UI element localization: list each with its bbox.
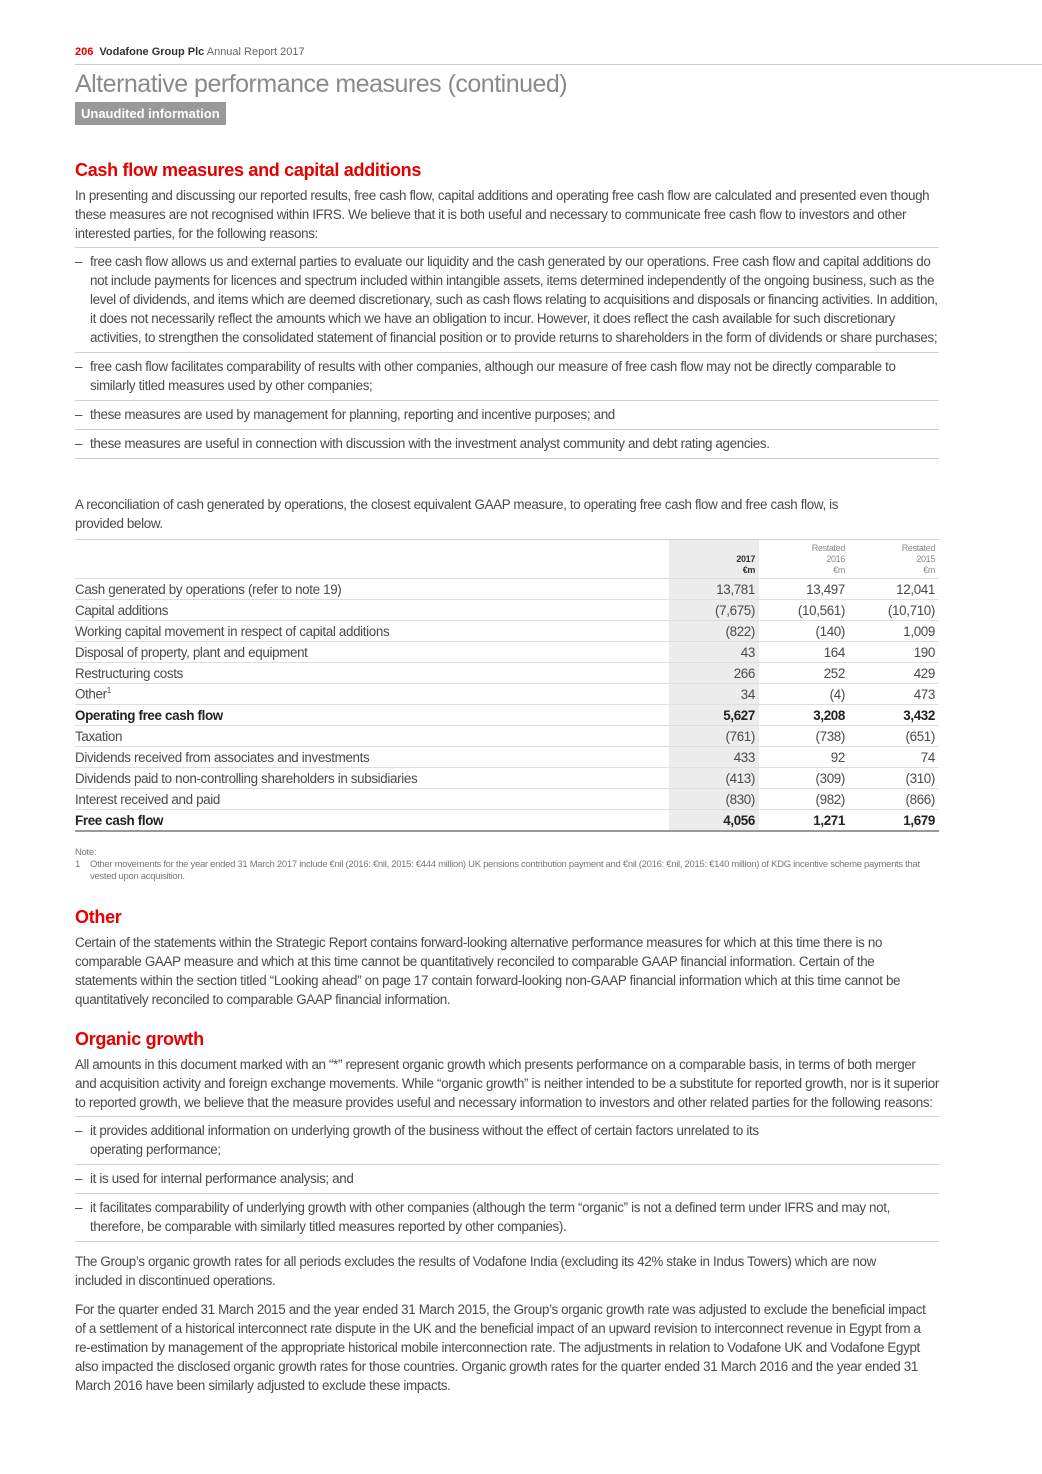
table-row bbox=[75, 768, 939, 789]
row-label: Free cash flow bbox=[75, 810, 669, 832]
other-section bbox=[75, 907, 939, 1009]
organic-growth-paragraph-2: For the quarter ended 31 March 2015 and the year ended 31 March 2015, the Group’s organic growth rate was adjusted to exclude the beneficial impact of a settlement of a historical interconnect rate dispute in the UK and the beneficial impact of an upward revision to interconnect revenue in Egypt from a re-estimation by management of the appropriate historical mobile interconnection rate. The adjustments in relation to Vodafone UK and Vodafone Egypt also impacted the disclosed organic growth rates for those countries. Organic growth rates for the quarter ended 31 March 2016 and the year ended 31 March 2016 have been similarly adjusted to exclude these impacts. bbox=[75, 1302, 926, 1393]
organic-growth-paragraph-1: The Group’s organic growth rates for all periods excludes the results of Vodafone India (excluding its 42% stake in Indus Towers) which are now included in discontinued operations. bbox=[75, 1254, 876, 1288]
page-number: 206 bbox=[75, 46, 94, 58]
value-2015: 1,679 bbox=[849, 810, 939, 832]
list-item-text: it facilitates comparability of underlying growth with other companies (although the term “organic” is not a defined term under IFRS and may not, therefore, be comparable with similarly titled measures reported by other companies). bbox=[90, 1200, 890, 1234]
publication-name: Annual Report 2017 bbox=[206, 46, 305, 58]
value-2017: 5,627 bbox=[669, 705, 759, 726]
value-2016: 3,208 bbox=[759, 705, 849, 726]
row-label: Disposal of property, plant and equipment bbox=[75, 642, 669, 663]
table-header-blank bbox=[75, 540, 669, 579]
table-row bbox=[75, 642, 939, 663]
value-2016: (738) bbox=[759, 726, 849, 747]
value-2017: (830) bbox=[669, 789, 759, 810]
value-2016: (10,561) bbox=[759, 600, 849, 621]
value-2015: 429 bbox=[849, 663, 939, 684]
header-rule bbox=[75, 64, 1042, 65]
value-2017: (822) bbox=[669, 621, 759, 642]
value-2017: (761) bbox=[669, 726, 759, 747]
list-item-text: it provides additional information on underlying growth of the business without the effect of certain factors unrelated to its operating performance; bbox=[90, 1123, 759, 1157]
row-label: Dividends paid to non-controlling shareholders in subsidiaries bbox=[75, 768, 669, 789]
value-2015: 3,432 bbox=[849, 705, 939, 726]
list-item: – these measures are useful in connection with discussion with the investment analyst community and debt rating agencies. bbox=[75, 430, 939, 459]
value-2015: (10,710) bbox=[849, 600, 939, 621]
value-2016: 1,271 bbox=[759, 810, 849, 832]
value-2015: 74 bbox=[849, 747, 939, 768]
row-label: Capital additions bbox=[75, 600, 669, 621]
other-body: Certain of the statements within the Strategic Report contains forward-looking alternative performance measures for which at this time there is no comparable GAAP measure and which at this time cannot be quantitatively reconciled to comparable GAAP financial information. Certain of the statements within the section titled “Looking ahead” on page 17 contain forward-looking non-GAAP financial information which at this time cannot be quantitatively reconciled to comparable GAAP financial information. bbox=[75, 935, 901, 1007]
organic-growth-section bbox=[75, 1029, 939, 1395]
table-row bbox=[75, 600, 939, 621]
value-2017: (7,675) bbox=[669, 600, 759, 621]
footnote-reference: 1 bbox=[106, 686, 111, 696]
reconciliation-intro-block bbox=[75, 495, 875, 533]
value-2016: (309) bbox=[759, 768, 849, 789]
table-row bbox=[75, 663, 939, 684]
value-2017: (413) bbox=[669, 768, 759, 789]
table-notes bbox=[75, 847, 939, 883]
row-label: Operating free cash flow bbox=[75, 705, 669, 726]
value-2015: 473 bbox=[849, 684, 939, 705]
table-row bbox=[75, 705, 939, 726]
table-row bbox=[75, 726, 939, 747]
list-item-text: it is used for internal performance analysis; and bbox=[90, 1171, 354, 1186]
list-item-text: these measures are useful in connection with discussion with the investment analyst community and debt rating agencies. bbox=[90, 436, 770, 451]
list-item: – it facilitates comparability of underlying growth with other companies (although the term “organic” is not a defined term under IFRS and may not, therefore, be comparable with similarly titled measures reported by other companies). bbox=[75, 1194, 939, 1242]
row-label: Restructuring costs bbox=[75, 663, 669, 684]
row-label: Interest received and paid bbox=[75, 789, 669, 810]
organic-growth-heading: Organic growth bbox=[75, 1029, 204, 1049]
reconciliation-intro: A reconciliation of cash generated by operations, the closest equivalent GAAP measure, to operating free cash flow and free cash flow, is provided below. bbox=[75, 497, 839, 531]
row-label: Taxation bbox=[75, 726, 669, 747]
table-row bbox=[75, 684, 939, 705]
value-2017: 4,056 bbox=[669, 810, 759, 832]
list-item: – it is used for internal performance analysis; and bbox=[75, 1165, 939, 1194]
page-title: Alternative performance measures (continued) bbox=[75, 70, 568, 98]
value-2016: 252 bbox=[759, 663, 849, 684]
cash-flow-reasons-list bbox=[75, 247, 939, 459]
value-2016: (4) bbox=[759, 684, 849, 705]
row-label: Working capital movement in respect of capital additions bbox=[75, 621, 669, 642]
table-row bbox=[75, 789, 939, 810]
cash-flow-heading: Cash flow measures and capital additions bbox=[75, 160, 422, 180]
list-item: – it provides additional information on underlying growth of the business without the effect of certain factors unrelated to its operating performance; bbox=[75, 1117, 939, 1165]
column-header-2016: Restated 2016 €m bbox=[759, 540, 849, 579]
table-row bbox=[75, 621, 939, 642]
value-2015: 190 bbox=[849, 642, 939, 663]
list-item-text: free cash flow allows us and external parties to evaluate our liquidity and the cash generated by our operations. Free cash flow and capital additions do not include payments for licences and spectrum included within intangible assets, items determined independently of the ongoing business, such as the level of dividends, and items which are deemed discretionary, such as cash flows relating to acquisitions and disposals or financing activities. In addition, it does not necessarily reflect the amounts which we have an obligation to incur. However, it does reflect the cash available for such discretionary activities, to strengthen the consolidated statement of financial position or to provide returns to shareholders in the form of dividends or share purchases; bbox=[90, 254, 938, 345]
table-row bbox=[75, 747, 939, 768]
value-2017: 433 bbox=[669, 747, 759, 768]
value-2015: (866) bbox=[849, 789, 939, 810]
cash-flow-intro: In presenting and discussing our reported results, free cash flow, capital additions and operating free cash flow are calculated and presented even though these measures are not recognised within IFRS. We believe that it is both useful and necessary to communicate free cash flow to investors and other interested parties, for the following reasons: bbox=[75, 188, 930, 241]
column-header-2017: 2017 €m bbox=[669, 540, 759, 579]
reconciliation-table bbox=[75, 539, 939, 832]
value-2015: 12,041 bbox=[849, 579, 939, 600]
list-item: – these measures are used by management for planning, reporting and incentive purposes; and bbox=[75, 401, 939, 430]
list-item-text: these measures are used by management for planning, reporting and incentive purposes; and bbox=[90, 407, 615, 422]
unaudited-badge: Unaudited information bbox=[75, 102, 226, 125]
table-row bbox=[75, 810, 939, 832]
list-item: – free cash flow allows us and external parties to evaluate our liquidity and the cash generated by our operations. Free cash flow and capital additions do not include payments for licences and spectrum included within intangible assets, items determined independently of the ongoing business, such as the level of dividends, and items which are deemed discretionary, such as cash flows relating to acquisitions and disposals or financing activities. In addition, it does not necessarily reflect the amounts which we have an obligation to incur. However, it does reflect the cash available for such discretionary activities, to strengthen the consolidated statement of financial position or to provide returns to shareholders in the form of dividends or share purchases; bbox=[75, 248, 939, 353]
value-2015: (651) bbox=[849, 726, 939, 747]
value-2016: 164 bbox=[759, 642, 849, 663]
row-label: Other$^1$ bbox=[75, 684, 669, 705]
row-label: Dividends received from associates and investments bbox=[75, 747, 669, 768]
running-header bbox=[75, 46, 305, 58]
value-2017: 13,781 bbox=[669, 579, 759, 600]
table-body bbox=[75, 579, 939, 832]
list-item-text: free cash flow facilitates comparability of results with other companies, although our measure of free cash flow may not be directly comparable to similarly titled measures used by other companies; bbox=[90, 359, 896, 393]
table-row bbox=[75, 579, 939, 600]
organic-growth-reasons-list bbox=[75, 1116, 939, 1242]
company-name: Vodafone Group Plc bbox=[99, 46, 205, 58]
other-heading: Other bbox=[75, 907, 122, 927]
footnote bbox=[75, 859, 939, 883]
cash-flow-section bbox=[75, 160, 939, 459]
value-2016: 92 bbox=[759, 747, 849, 768]
value-2016: (982) bbox=[759, 789, 849, 810]
value-2017: 43 bbox=[669, 642, 759, 663]
note-label: Note: bbox=[75, 847, 97, 858]
value-2017: 266 bbox=[669, 663, 759, 684]
footnote-number: 1 bbox=[75, 859, 80, 870]
footnote-text: Other movements for the year ended 31 March 2017 include €nil (2016: €nil, 2015: €444 million) UK pensions contribution payment and €nil (2016: €nil, 2015: €140 million) of KDG incentive scheme payments that vested upon acquisition. bbox=[90, 859, 920, 882]
column-header-2015: Restated 2015 €m bbox=[849, 540, 939, 579]
value-2015: 1,009 bbox=[849, 621, 939, 642]
table-header-row bbox=[75, 540, 939, 579]
value-2016: (140) bbox=[759, 621, 849, 642]
reconciliation-table-wrap bbox=[75, 539, 939, 832]
value-2017: 34 bbox=[669, 684, 759, 705]
value-2015: (310) bbox=[849, 768, 939, 789]
list-item: – free cash flow facilitates comparability of results with other companies, although our measure of free cash flow may not be directly comparable to similarly titled measures used by other companies; bbox=[75, 353, 939, 401]
organic-growth-intro: All amounts in this document marked with an “*” represent organic growth which presents performance on a comparable basis, in terms of both merger and acquisition activity and foreign exchange movements. While “organic growth” is neither intended to be a substitute for reported growth, nor is it superior to reported growth, we believe that the measure provides useful and necessary information to investors and other related parties for the following reasons: bbox=[75, 1057, 939, 1110]
row-label: Cash generated by operations (refer to note 19) bbox=[75, 579, 669, 600]
value-2016: 13,497 bbox=[759, 579, 849, 600]
